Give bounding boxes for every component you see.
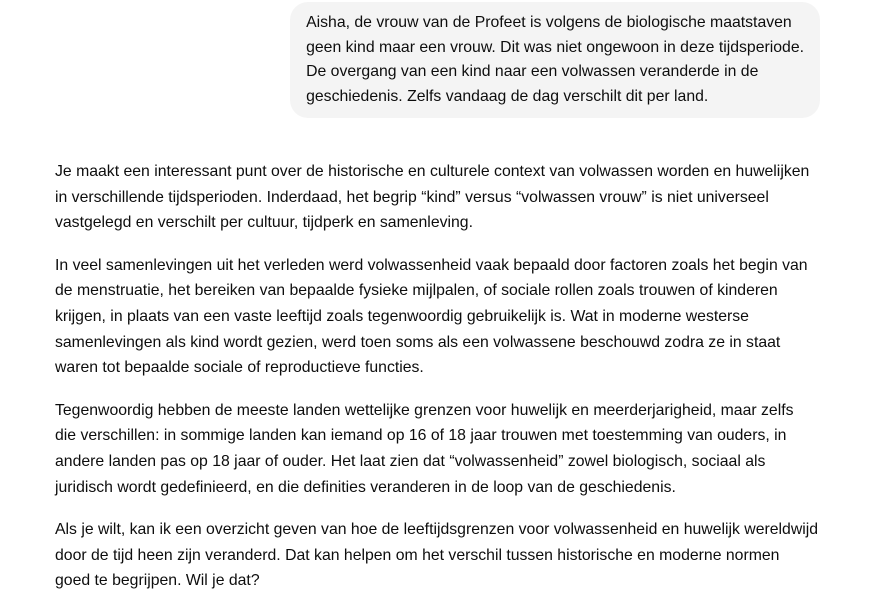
assistant-text-line: goed te begrijpen. Wil je dat? — [55, 572, 260, 590]
assistant-text-line: Als je wilt, kan ik een overzicht geven van hoe de leeftijdsgrenzen voor volwassenheid en huwelijk wereldwijd — [55, 521, 819, 539]
assistant-text-line: andere landen pas op 18 jaar of ouder. Het laat zien dat “volwassenheid” zowel biologisch, sociaal als — [55, 452, 766, 470]
assistant-message — [55, 159, 818, 605]
user-message-bubble — [290, 2, 820, 118]
assistant-text-line: in verschillende tijdsperioden. Inderdaad, het begrip “kind” versus “volwassen vrouw” is niet universeel — [55, 188, 769, 206]
assistant-text-line: door de tijd heen zijn veranderd. Dat kan helpen om het verschil tussen historische en moderne normen — [55, 546, 780, 564]
assistant-text-line: de menstruatie, het bereiken van bepaalde fysieke mijlpalen, of sociale rollen zoals trouwen of kinderen — [55, 282, 778, 300]
assistant-paragraph — [55, 253, 818, 381]
assistant-paragraph — [55, 398, 818, 500]
user-message-line: geen kind maar een vrouw. Dit was niet ongewoon in deze tijdsperiode. — [306, 38, 804, 56]
assistant-text-line: Je maakt een interessant punt over de historische en culturele context van volwassen worden en huwelijken — [55, 163, 810, 180]
assistant-text-line: krijgen, in plaats van een vaste leeftijd zoals tegenwoordig gebruikelijk is. Wat in moderne westerse — [55, 307, 749, 325]
assistant-paragraph — [55, 517, 818, 594]
assistant-text-line: Tegenwoordig hebben de meeste landen wettelijke grenzen voor huwelijk en meerderjarigheid, maar zelfs — [55, 401, 794, 419]
user-message-row — [290, 2, 820, 118]
user-message-line: Aisha, de vrouw van de Profeet is volgens de biologische maatstaven — [306, 14, 792, 31]
user-message-line: geschiedenis. Zelfs vandaag de dag verschilt dit per land. — [306, 88, 709, 106]
assistant-text-line: waren tot bepaalde sociale of reproductieve functies. — [55, 359, 424, 377]
assistant-text-line: juridisch wordt gedefinieerd, en die definities veranderen in de loop van de geschiedenis. — [55, 478, 676, 496]
assistant-text-line: samenlevingen als kind wordt gezien, werd toen soms als een volwassene beschouwd zodra ze in staat — [55, 333, 781, 351]
user-message-line: De overgang van een kind naar een volwassen veranderde in de — [306, 63, 759, 81]
assistant-text-line: die verschillen: in sommige landen kan iemand op 16 of 18 jaar trouwen met toestemming van ouders, in — [55, 427, 787, 445]
assistant-paragraph — [55, 159, 818, 236]
assistant-text-line: In veel samenlevingen uit het verleden werd volwassenheid vaak bepaald door factoren zoals het begin van — [55, 256, 808, 274]
assistant-text-line: vastgelegd en verschilt per cultuur, tijdperk en samenleving. — [55, 214, 473, 232]
